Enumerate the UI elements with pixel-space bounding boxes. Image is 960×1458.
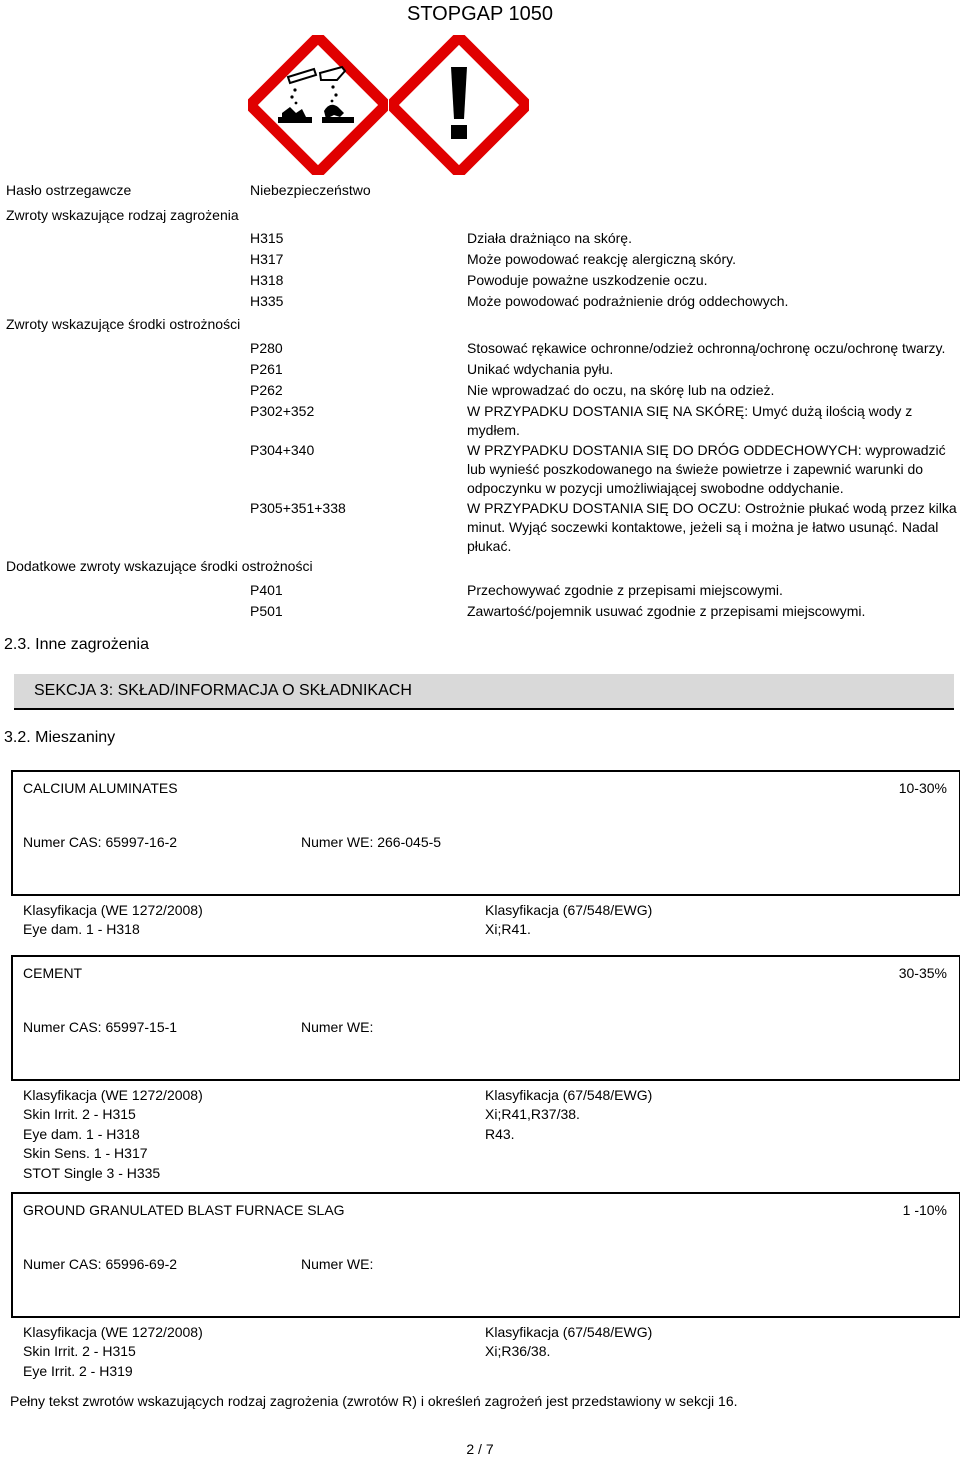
dsd-line: Xi;R36/38. [485,1343,551,1359]
section-3-title: SEKCJA 3: SKŁAD/INFORMACJA O SKŁADNIKACH [34,682,412,699]
component-cas: Numer CAS: 65996-69-2 [23,1256,178,1272]
hazard-text: Może powodować podrażnienie dróg oddechowych. [467,293,789,309]
component-percent: 30-35% [898,965,947,981]
component-calcium-aluminates [11,770,959,946]
precaution-text: W PRZYPADKU DOSTANIA SIĘ DO DRÓG ODDECHOWYCH: wyprowadzić lub wynieść poszkodowanego na świeże powietrze i zapewnić warunki do odpoczynku w pozycji umożliwiającej swobodne oddychanie. [467,442,946,496]
corrosion-pictogram-icon [248,35,388,175]
footnote: Pełny tekst zwrotów wskazujących rodzaj zagrożenia (zwrotów R) i określeń zagrożeń jest przedstawiony w sekcji 16. [10,1393,738,1409]
clp-heading: Klasyfikacja (WE 1272/2008) [23,1324,203,1340]
exclamation-pictogram-icon [389,35,529,175]
precaution-text: Unikać wdychania pyłu. [467,361,614,377]
precaution-text: Stosować rękawice ochronne/odzież ochronną/ochronę oczu/ochronę twarzy. [467,340,946,356]
component-name: GROUND GRANULATED BLAST FURNACE SLAG [23,1202,345,1218]
component-cas: Numer CAS: 65997-16-2 [23,834,178,850]
clp-line: Skin Irrit. 2 - H315 [23,1106,136,1122]
precaution-text: Nie wprowadzać do oczu, na skórę lub na odzież. [467,382,775,398]
hazard-code: H318 [250,272,284,288]
hazard-code: H335 [250,293,284,309]
component-ggbfs [11,1192,959,1382]
page-number: 2 / 7 [466,1441,494,1457]
dsd-line: Xi;R41,R37/38. [485,1106,580,1122]
component-name: CEMENT [23,965,83,981]
clp-line: Eye Irrit. 2 - H319 [23,1362,133,1379]
dsd-heading: Klasyfikacja (67/548/EWG) [485,1324,653,1340]
component-name: CALCIUM ALUMINATES [23,780,178,796]
component-we: Numer WE: 266-045-5 [301,834,442,850]
clp-line: Eye dam. 1 - H318 [23,1125,140,1142]
component-we: Numer WE: [301,1019,374,1035]
section-3-bar [14,674,954,710]
clp-line: Skin Sens. 1 - H317 [23,1145,148,1161]
precaution-code: P280 [250,340,283,356]
mixtures-heading: 3.2. Mieszaniny [4,729,116,746]
dsd-line: R43. [485,1125,515,1142]
precaution-code: P261 [250,361,283,377]
additional-text: Zawartość/pojemnik usuwać zgodnie z przepisami miejscowymi. [467,603,866,619]
additional-code: P501 [250,603,283,619]
dsd-line: Xi;R41. [485,921,531,937]
hazard-code: H315 [250,230,284,246]
document-title: STOPGAP 1050 [406,3,553,25]
hazard-code: H317 [250,251,284,267]
component-cas: Numer CAS: 65997-15-1 [23,1019,178,1035]
hazard-text: Działa drażniąco na skórę. [467,230,632,246]
clp-line: Eye dam. 1 - H318 [23,921,140,937]
additional-text: Przechowywać zgodnie z przepisami miejscowymi. [467,582,783,598]
dsd-heading: Klasyfikacja (67/548/EWG) [485,1087,653,1103]
precaution-code: P305+351+338 [250,500,346,516]
component-we: Numer WE: [301,1256,374,1272]
signal-word-value: Niebezpieczeństwo [250,182,371,198]
clp-line: Skin Irrit. 2 - H315 [23,1343,136,1359]
component-percent: 1 -10% [902,1202,947,1218]
precaution-statements-label: Zwroty wskazujące środki ostrożności [6,316,241,332]
clp-line: STOT Single 3 - H335 [23,1164,161,1181]
precaution-text: W PRZYPADKU DOSTANIA SIĘ NA SKÓRĘ: Umyć dużą ilością wody z mydłem. [467,403,913,438]
other-hazards-heading: 2.3. Inne zagrożenia [4,636,149,653]
hazard-statements-label: Zwroty wskazujące rodzaj zagrożenia [6,207,239,223]
dsd-heading: Klasyfikacja (67/548/EWG) [485,902,653,918]
clp-heading: Klasyfikacja (WE 1272/2008) [23,902,203,918]
precaution-code: P302+352 [250,403,315,419]
additional-code: P401 [250,582,283,598]
component-cement [11,955,959,1183]
precaution-code: P262 [250,382,283,398]
component-percent: 10-30% [898,780,947,796]
additional-precaution-label: Dodatkowe zwroty wskazujące środki ostrożności [6,558,313,574]
precaution-text: W PRZYPADKU DOSTANIA SIĘ DO OCZU: Ostrożnie płukać wodą przez kilka minut. Wyjąć soczewki kontaktowe, jeżeli są i można je łatwo usunąć. Nadal płukać. [467,500,957,554]
clp-heading: Klasyfikacja (WE 1272/2008) [23,1087,203,1103]
precaution-code: P304+340 [250,442,315,458]
signal-word-label: Hasło ostrzegawcze [6,182,132,198]
hazard-text: Może powodować reakcję alergiczną skóry. [467,251,736,267]
hazard-text: Powoduje poważne uszkodzenie oczu. [467,272,708,288]
